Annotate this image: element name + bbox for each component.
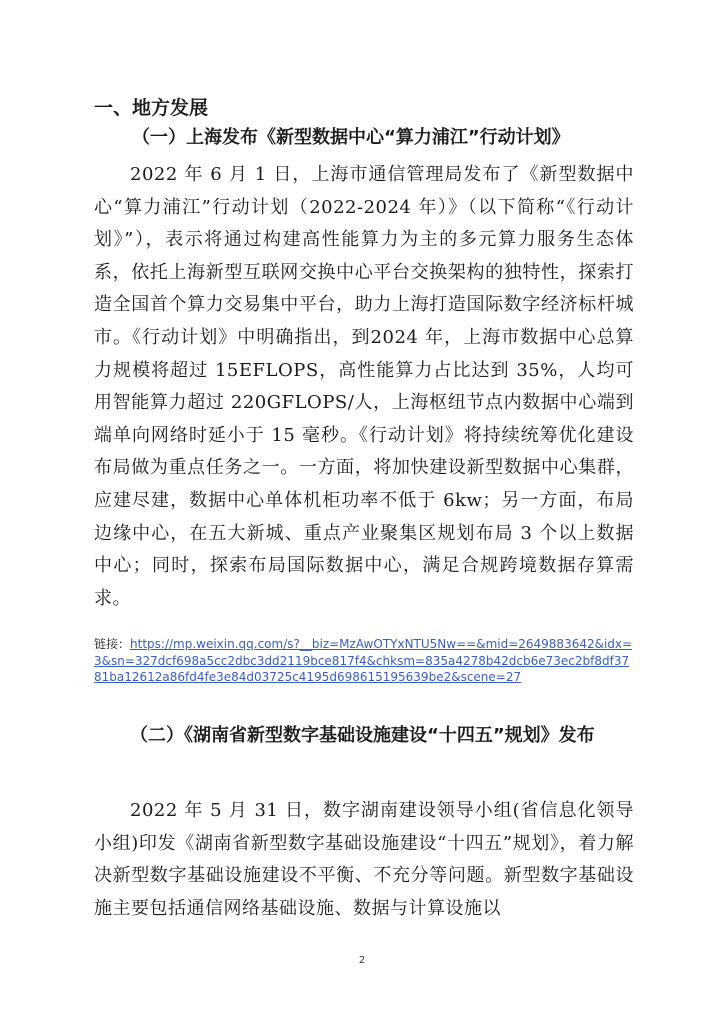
link-label: 链接： bbox=[94, 637, 131, 651]
section-heading: 一、地方发展 bbox=[94, 97, 209, 119]
subsection-heading-hunan: （二）《湖南省新型数字基础设施建设“十四五”规划》发布 bbox=[130, 725, 595, 746]
source-link[interactable]: https://mp.weixin.qq.com/s?__biz=MzAwOTYxNTU5Nw==&mid=2649883642&idx=3&sn=327dcf698a5cc2dbc3dd2119bce817f4&chksm=835a4278b42dcb6e73ec2bf8df3781ba12612a86fd4fe3e84d03725c4195d698615195639be2&scene=27 bbox=[94, 637, 633, 684]
paragraph-shanghai: 2022 年 6 月 1 日，上海市通信管理局发布了《新型数据中心“算力浦江”行动计划（2022-2024 年）》（以下简称“《行动计划》”），表示将通过构建高性能算力为主的多元算力服务生态体系，依托上海新型互联网交换中心平台交换架构的独特性，探索打造全国首个算力交易集中平台，助力上海打造国际数字经济标杆城市。《行动计划》中明确指出，到2024 年，上海市数据中心总算力规模将超过 15EFLOPS，高性能算力占比达到 35%，人均可用智能算力超过 220GFLOPS/人，上海枢纽节点内数据中心端到端单向网络时延小于 15 毫秒。《行动计划》将持续统筹优化建设布局做为重点任务之一。一方面，将加快建设新型数据中心集群，应建尽建，数据中心单体机柜功率不低于 6kw；另一方面，布局边缘中心，在五大新城、重点产业聚集区规划布局 3 个以上数据中心；同时，探索布局国际数据中心，满足合规跨境数据存算需求。 bbox=[94, 164, 634, 609]
subsection-heading-shanghai: （一）上海发布《新型数据中心“算力浦江”行动计划》 bbox=[132, 127, 570, 148]
source-link-block bbox=[94, 636, 634, 686]
paragraph-hunan: 2022 年 5 月 31 日，数字湖南建设领导小组(省信息化领导小组)印发《湖南省新型数字基础设施建设“十四五”规划》，着力解决新型数字基础设施建设不平衡、不充分等问题。新型数字基础设施主要包括通信网络基础设施、数据与计算设施以 bbox=[94, 800, 634, 919]
page-number: 2 bbox=[358, 955, 366, 966]
